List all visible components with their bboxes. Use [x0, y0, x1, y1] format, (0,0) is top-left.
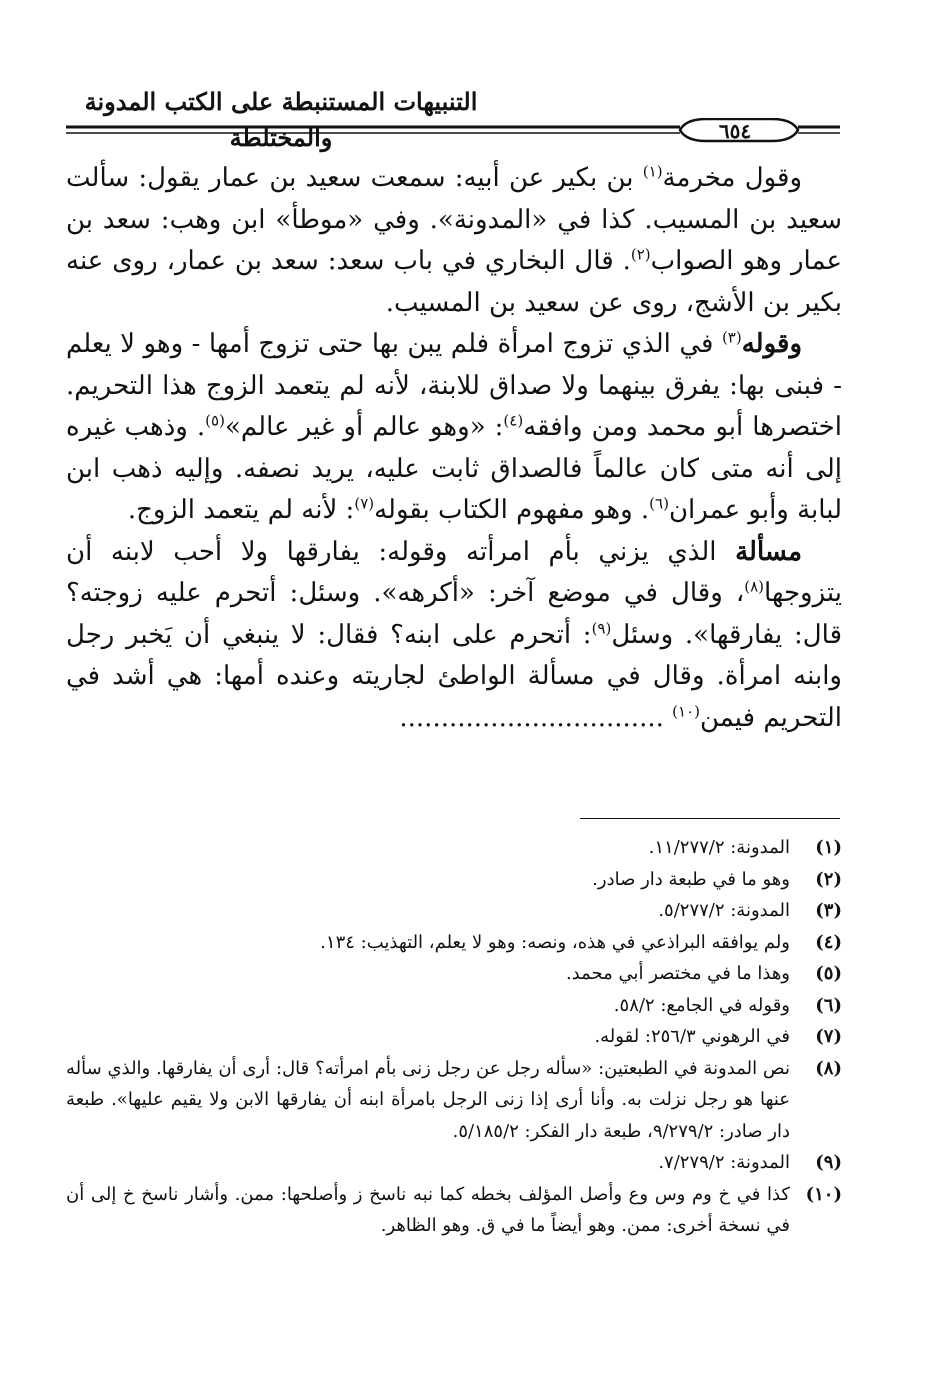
text-span: : «وهو عالم أو غير عالم» — [224, 412, 504, 442]
footnote-separator — [580, 818, 840, 819]
text-span: في الذي تزوج امرأة فلم يبن بها حتى تزوج أمها - وهو لا يعلم - فبنى بها: يفرق بينهما ولا صداق للابنة، لأنه لم يتعمد الزوج هذا التحريم. اختصرها أبو محمد ومن وافقه — [66, 329, 842, 442]
footnote-ref-6[interactable]: (٦) — [649, 494, 669, 513]
text-span: . وهو مفهوم الكتاب بقوله — [374, 495, 650, 525]
footnote-number: (١) — [815, 837, 842, 858]
footnote-text: المدونة: ١١/٢٧٧/٢. — [648, 837, 790, 858]
footnote-text: ولم يوافقه البراذعي في هذه، ونصه: وهو لا يعلم، التهذيب: ١٣٤. — [320, 931, 790, 953]
footnote-number: (٧) — [815, 1026, 842, 1047]
footnote-number: (٣) — [815, 900, 842, 921]
footnote-text: وهو ما في طبعة دار صادر. — [592, 868, 790, 890]
page-number: ٦٥٤ — [718, 119, 752, 143]
footnote-text: وقوله في الجامع: ٥٨/٢. — [613, 994, 790, 1016]
text-span: ، وقال في موضع آخر: «أكرهه». وسئل: أتحرم عليه زوجته؟ قال: يفارقها». وسئل — [66, 578, 842, 650]
footnote-number: (٨) — [815, 1057, 842, 1079]
text-span: : لأنه لم يتعمد الزوج. — [127, 495, 355, 525]
main-text — [66, 158, 842, 739]
paragraph-1 — [66, 158, 842, 324]
text-span: : أتحرم على ابنه؟ فقال: لا ينبغي أن يَخبر رجل وابنه امرأة. وقال في مسألة الواطئ لجاريته وعنده أمها: هي أشد في التحريم فيمن — [66, 619, 842, 733]
text-span: بن بكير عن أبيه: سمعت سعيد بن عمار يقول: سألت سعيد بن المسيب. كذا في «المدونة». وفي «موطأ» ابن وهب: سعد بن عمار وهو الصواب — [66, 163, 843, 276]
footnote-item — [66, 1053, 842, 1148]
paragraph-lead-word: مسألة — [735, 536, 802, 567]
text-span: وقول مخرمة — [662, 163, 802, 193]
footnote-ref-7[interactable]: (٧) — [354, 494, 375, 513]
text-span: . وذهب غيره إلى أنه متى كان عالماً فالصداق ثابت عليه، يريد نصفه. وإليه ذهب ابن لبابة وأبو عمران — [66, 412, 842, 525]
footnote-text: المدونة: ٥/٢٧٧/٢. — [658, 900, 790, 921]
text-span: . قال البخاري في باب سعد: سعد بن عمار، روى عنه بكير بن الأشج، روى عن سعيد بن المسيب. — [66, 246, 842, 318]
footnote-number: (٤) — [815, 931, 842, 953]
footnote-number: (٢) — [815, 868, 842, 890]
footnote-item — [66, 895, 842, 927]
footnote-number: (٦) — [815, 994, 842, 1016]
footnote-ref-5[interactable]: (٥) — [205, 411, 225, 430]
footnote-number: (٩) — [815, 1152, 842, 1173]
paragraph-2 — [66, 324, 842, 532]
footnote-item — [66, 958, 842, 990]
footnote-item — [66, 1179, 842, 1242]
footnote-item — [66, 927, 842, 959]
footnote-ref-2[interactable]: (٢) — [630, 245, 651, 264]
footnote-number: (٥) — [815, 963, 842, 984]
footnote-ref-1[interactable]: (١) — [642, 162, 663, 181]
footnote-ref-3[interactable]: (٣) — [721, 328, 742, 347]
footnote-number: (١٠) — [805, 1183, 842, 1205]
page-header-title: التنبيهات المستنبطة على الكتب المدونة والمختلطة — [84, 87, 478, 152]
continuation-dots: ................................ — [399, 702, 664, 733]
footnote-ref-9[interactable]: (٩) — [591, 618, 612, 637]
paragraph-lead-word: وقوله — [741, 329, 802, 359]
text-span: الذي يزني بأم امرأته وقوله: يفارقها ولا أحب لابنه أن يتزوجها — [66, 536, 842, 608]
footnote-text: في الرهوني ٢٥٦/٣: لقوله. — [594, 1026, 790, 1047]
footnote-text: كذا في خ وم وس وع وأصل المؤلف بخطه كما نبه ناسخ ز وأصلحها: ممن. وأشار ناسخ خ إلى أن في نسخة أخرى: ممن. وهو أيضاً ما في ق. وهو الظاهر. — [66, 1183, 790, 1236]
footnote-ref-10[interactable]: (١٠) — [672, 701, 700, 720]
footnote-ref-8[interactable]: (٨) — [744, 577, 765, 596]
footnotes-list — [66, 832, 842, 1242]
paragraph-3 — [66, 532, 842, 740]
footnote-item — [66, 832, 842, 864]
footnote-text: وهذا ما في مختصر أبي محمد. — [565, 963, 790, 984]
footnote-ref-4[interactable]: (٤) — [503, 411, 524, 430]
footnote-text: نص المدونة في الطبعتين: «سأله رجل عن رجل زنى بأم امرأته؟ قال: أرى أن يفارقها. والذي سأله عنها هو رجل نزلت به. وأنا أرى إذا زنى الرجل بامرأة ابنه أن يفارقها الابن ولا يقيم عليها». طبعة دار صادر: ٩/٢٧٩/٢، طبعة دار الفكر: ٥/١٨٥/٢. — [66, 1057, 790, 1142]
footnote-item — [66, 1021, 842, 1053]
footnote-item — [66, 864, 842, 896]
footnote-item — [66, 990, 842, 1022]
footnote-text: المدونة: ٧/٢٧٩/٢. — [658, 1152, 790, 1173]
footnote-item — [66, 1147, 842, 1179]
